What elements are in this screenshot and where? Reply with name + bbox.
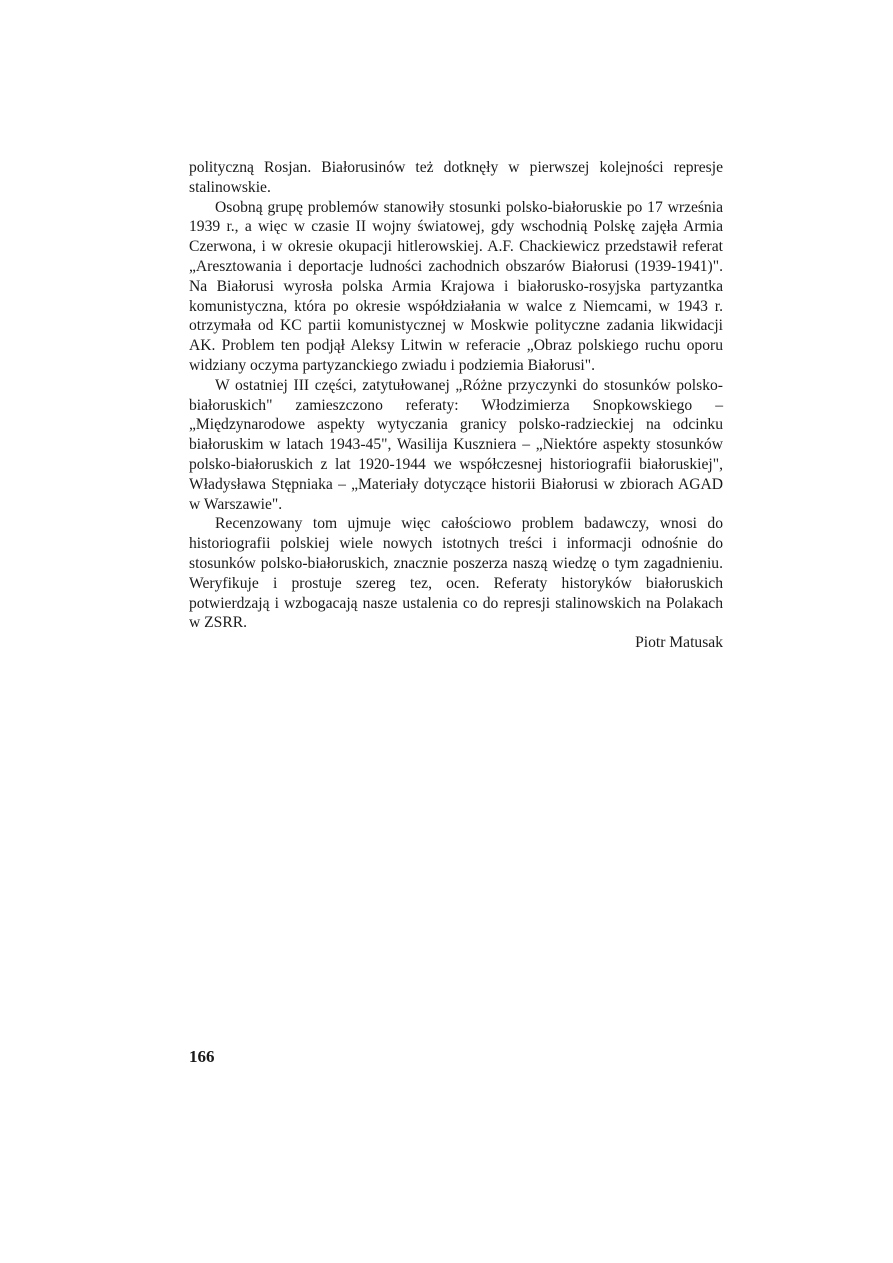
paragraph: Osobną grupę problemów stanowiły stosunki polsko-białoruskie po 17 września 1939 r., a więc w czasie II wojny światowej, gdy wschodnią Polskę zajęła Armia Czerwona, i w okresie okupacji hitlerowskiej. A.F. Chackiewicz przedstawił referat „Aresztowania i deportacje ludności zachodnich obszarów Białorusi (1939-1941)". Na Białorusi wyrosła polska Armia Krajowa i białorusko-rosyjska partyzantka komunistyczna, która po okresie współdziałania w walce z Niemcami, w 1943 r. otrzymała od KC partii komunistycznej w Moskwie polityczne zadania likwidacji AK. Problem ten podjął Aleksy Litwin w referacie „Obraz polskiego ruchu oporu widziany oczyma partyzanckiego zwiadu i podziemia Białorusi". [189,198,723,374]
paragraph: polityczną Rosjan. Białorusinów też dotknęły w pierwszej kolejności represje stalinowskie. [189,159,723,196]
author-signature: Piotr Matusak [635,634,723,652]
paragraph: Recenzowany tom ujmuje więc całościowo problem badawczy, wnosi do historiografii polskiej wiele nowych istotnych treści i informacji odnośnie do stosunków polsko-białoruskich, znacznie poszerza naszą wiedzę o tym zagadnieniu. Weryfikuje i prostuje szereg tez, ocen. Referaty historyków białoruskich potwierdzają i wzbogacają nasze ustalenia co do represji stalinowskich na Polakach w ZSRR. [189,515,723,632]
paragraph: W ostatniej III części, zatytułowanej „Różne przyczynki do stosunków polsko-białoruskich" zamieszczono referaty: Włodzimierza Snopkowskiego – „Międzynarodowe aspekty wytyczania granicy polsko-radzieckiej na odcinku białoruskim w latach 1943-45", Wasilija Kuszniera – „Niektóre aspekty stosunków polsko-białoruskich z lat 1920-1944 we współczesnej historiografii białoruskiej", Władysława Stępniaka – „Materiały dotyczące historii Białorusi w zbiorach AGAD w Warszawie". [189,376,723,513]
page-number: 166 [189,1047,215,1066]
article-body [189,158,723,653]
